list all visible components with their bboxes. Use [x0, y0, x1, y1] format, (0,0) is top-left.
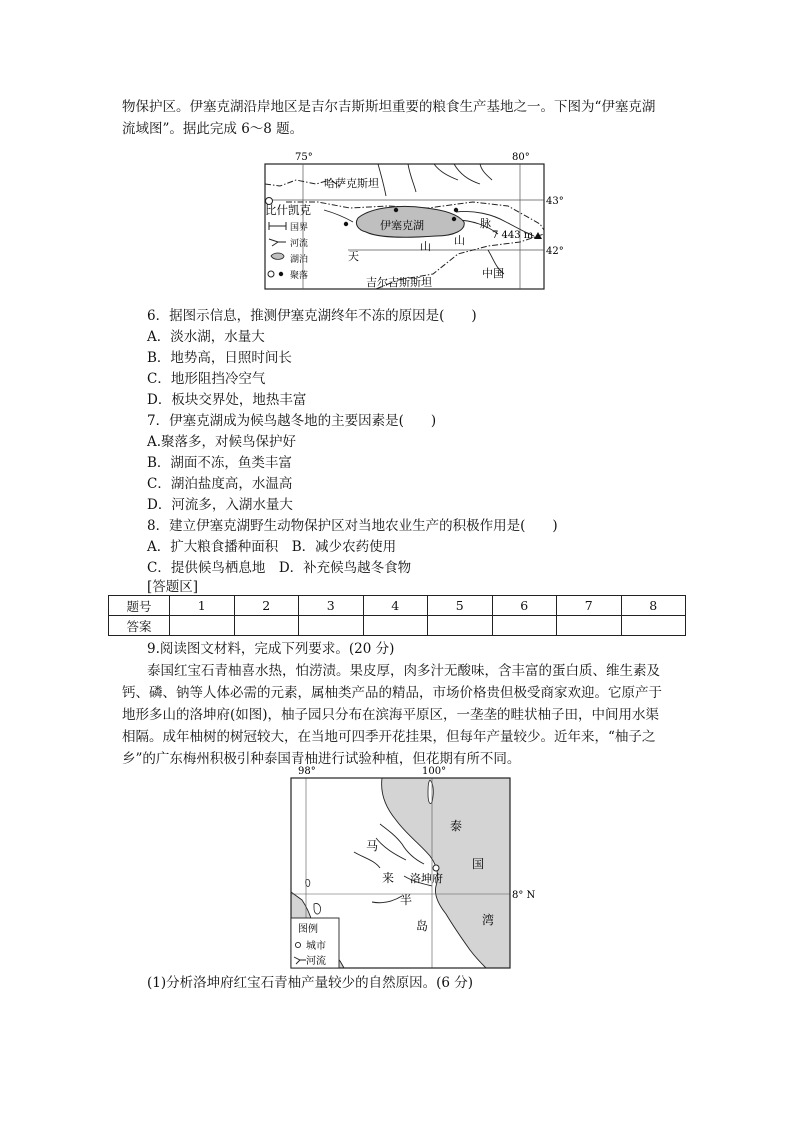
legend-border-label: 国界: [290, 223, 309, 233]
answer-table-number-row: [109, 596, 686, 616]
q8-options-cd: C．提供候鸟栖息地 D．补充候鸟越冬食物: [147, 560, 412, 576]
q9-stem: 9.阅读图文材料，完成下列要求。(20 分): [147, 641, 395, 657]
island-2: [314, 903, 321, 914]
q6-option-c: C．地形阻挡冷空气: [147, 371, 266, 387]
q9-paragraph-line-2: 钙、磷、钠等人体必需的元素，属柚类产品的精品，市场价格贵但极受商家欢迎。它原产于: [122, 685, 662, 701]
answer-table-answer-row: [109, 616, 686, 636]
q7-option-a: A.聚落多，对候鸟保护好: [147, 434, 297, 450]
question-number: 6: [492, 596, 557, 616]
q7-stem: 7．伊塞克湖成为候鸟越冬地的主要因素是( ): [147, 413, 437, 429]
question-number: 1: [170, 596, 235, 616]
question-number: 7: [557, 596, 622, 616]
settlement-2: [394, 208, 398, 212]
issyk-kul-basin-map: [258, 150, 570, 292]
nakhon-province-map: [284, 764, 540, 970]
q6-option-d: D．板块交界处，地热丰富: [147, 392, 307, 408]
q9-paragraph-line-4: 相隔。成年柚树的树冠较大，在当地可四季开花挂果，但每年产量较少。近年来，“柚子之: [122, 729, 656, 745]
q7-option-b: B．湖面不冻，鱼类丰富: [147, 455, 292, 471]
mai-label: 脉: [480, 217, 491, 230]
gulf-label: 湾: [482, 913, 495, 927]
q7-option-c: C．湖泊盐度高，水温高: [147, 476, 293, 492]
china-label: 中国: [482, 267, 504, 280]
q8-stem: 8．建立伊塞克湖野生动物保护区对当地农业生产的积极作用是( ): [147, 518, 558, 534]
q9-paragraph-line-5: 乡”的广东梅州积极引种泰国青柚进行试验种植，但花期有所不同。: [122, 751, 521, 767]
lon-98-label: 98°: [298, 766, 316, 777]
shan-label: 山: [420, 240, 431, 253]
tian-label: 天: [348, 250, 359, 263]
answer-table: [108, 595, 686, 636]
intro-line-2: 流域图”。据此完成 6～8 题。: [122, 121, 304, 137]
answer-cell-6[interactable]: [492, 616, 557, 636]
legend-city-symbol: [268, 271, 274, 277]
map2-legend-title: 图例: [298, 924, 318, 935]
legend-city-icon: [295, 942, 300, 947]
settlement-3: [454, 208, 458, 212]
q6-option-b: B．地势高，日照时间长: [147, 350, 292, 366]
answer-cell-7[interactable]: [557, 616, 622, 636]
bishkek-label: 比什凯克: [265, 203, 311, 217]
answer-cell-4[interactable]: [363, 616, 428, 636]
question-number: 4: [363, 596, 428, 616]
kazakhstan-label: 哈萨克斯坦: [324, 177, 379, 190]
q9-paragraph-line-3: 地形多山的洛坤府(如图)，柚子园只分布在滨海平原区，一垄垄的畦状柚子田，中间用水渠: [122, 707, 660, 723]
nakhon-label: 洛坤府: [410, 872, 443, 885]
thailand-label-1: 泰: [450, 819, 463, 833]
q7-option-d: D．河流多，入湖水量大: [147, 497, 293, 513]
question-number: 2: [234, 596, 299, 616]
q6-option-a: A．淡水湖，水量大: [147, 329, 265, 345]
settlement-1: [344, 222, 348, 226]
intro-line-1: 物保护区。伊塞克湖沿岸地区是吉尔吉斯斯坦重要的粮食生产基地之一。下图为“伊塞克湖: [122, 99, 656, 115]
lat-8n-label: 8° N: [512, 890, 536, 901]
shan2-label: 山: [454, 234, 465, 247]
q8-options-ab: A．扩大粮食播种面积 B．减少农药使用: [147, 539, 397, 555]
map2-legend-city: 城市: [306, 941, 326, 952]
q6-stem: 6．据图示信息，推测伊塞克湖终年不冻的原因是( ): [147, 308, 477, 324]
number-header: 题号: [109, 596, 170, 616]
q9-sub1: (1)分析洛坤府红宝石青柚产量较少的自然原因。(6 分): [147, 975, 474, 991]
lon-80-label: 80°: [512, 152, 530, 163]
answer-area-title: [答题区]: [147, 579, 199, 595]
lat-42-label: 42°: [546, 246, 564, 257]
malay-label-ma: 马: [366, 839, 379, 853]
lon-100-label: 100°: [422, 766, 447, 777]
lake-label: 伊塞克湖: [380, 219, 424, 232]
legend-river-label: 河流: [290, 239, 309, 249]
settlement-4: [452, 217, 456, 221]
legend-settlement-symbol: [279, 272, 283, 276]
question-number: 8: [621, 596, 686, 616]
answer-cell-1[interactable]: [170, 616, 235, 636]
peninsula-label-dao: 岛: [416, 919, 429, 933]
lon-75-label: 75°: [295, 152, 313, 163]
q9-paragraph-line-1: 泰国红宝石青柚喜水热，怕涝渍。果皮厚，肉多汁无酸味，含丰富的蛋白质、维生素及: [147, 663, 660, 679]
island-3: [306, 879, 310, 886]
answer-cell-2[interactable]: [234, 616, 299, 636]
answer-header: 答案: [109, 616, 170, 636]
question-number: 3: [299, 596, 364, 616]
legend-settlement-label: 聚落: [290, 271, 309, 281]
answer-cell-3[interactable]: [299, 616, 364, 636]
peak-label: 7 443 m: [492, 230, 534, 241]
lat-43-label: 43°: [546, 196, 564, 207]
answer-cell-5[interactable]: [428, 616, 493, 636]
legend-lake-symbol: [271, 253, 284, 259]
nakhon-city: [433, 865, 439, 871]
question-number: 5: [428, 596, 493, 616]
kyrgyzstan-label: 吉尔吉斯斯坦: [366, 276, 432, 289]
malay-label-lai: 来: [382, 871, 395, 885]
peninsula-label-ban: 半: [400, 893, 413, 907]
thailand-label-2: 国: [472, 857, 485, 871]
legend-lake-label: 湖泊: [290, 255, 309, 265]
answer-cell-8[interactable]: [621, 616, 686, 636]
map2-legend-river: 河流: [306, 956, 326, 967]
island-1: [428, 780, 433, 804]
